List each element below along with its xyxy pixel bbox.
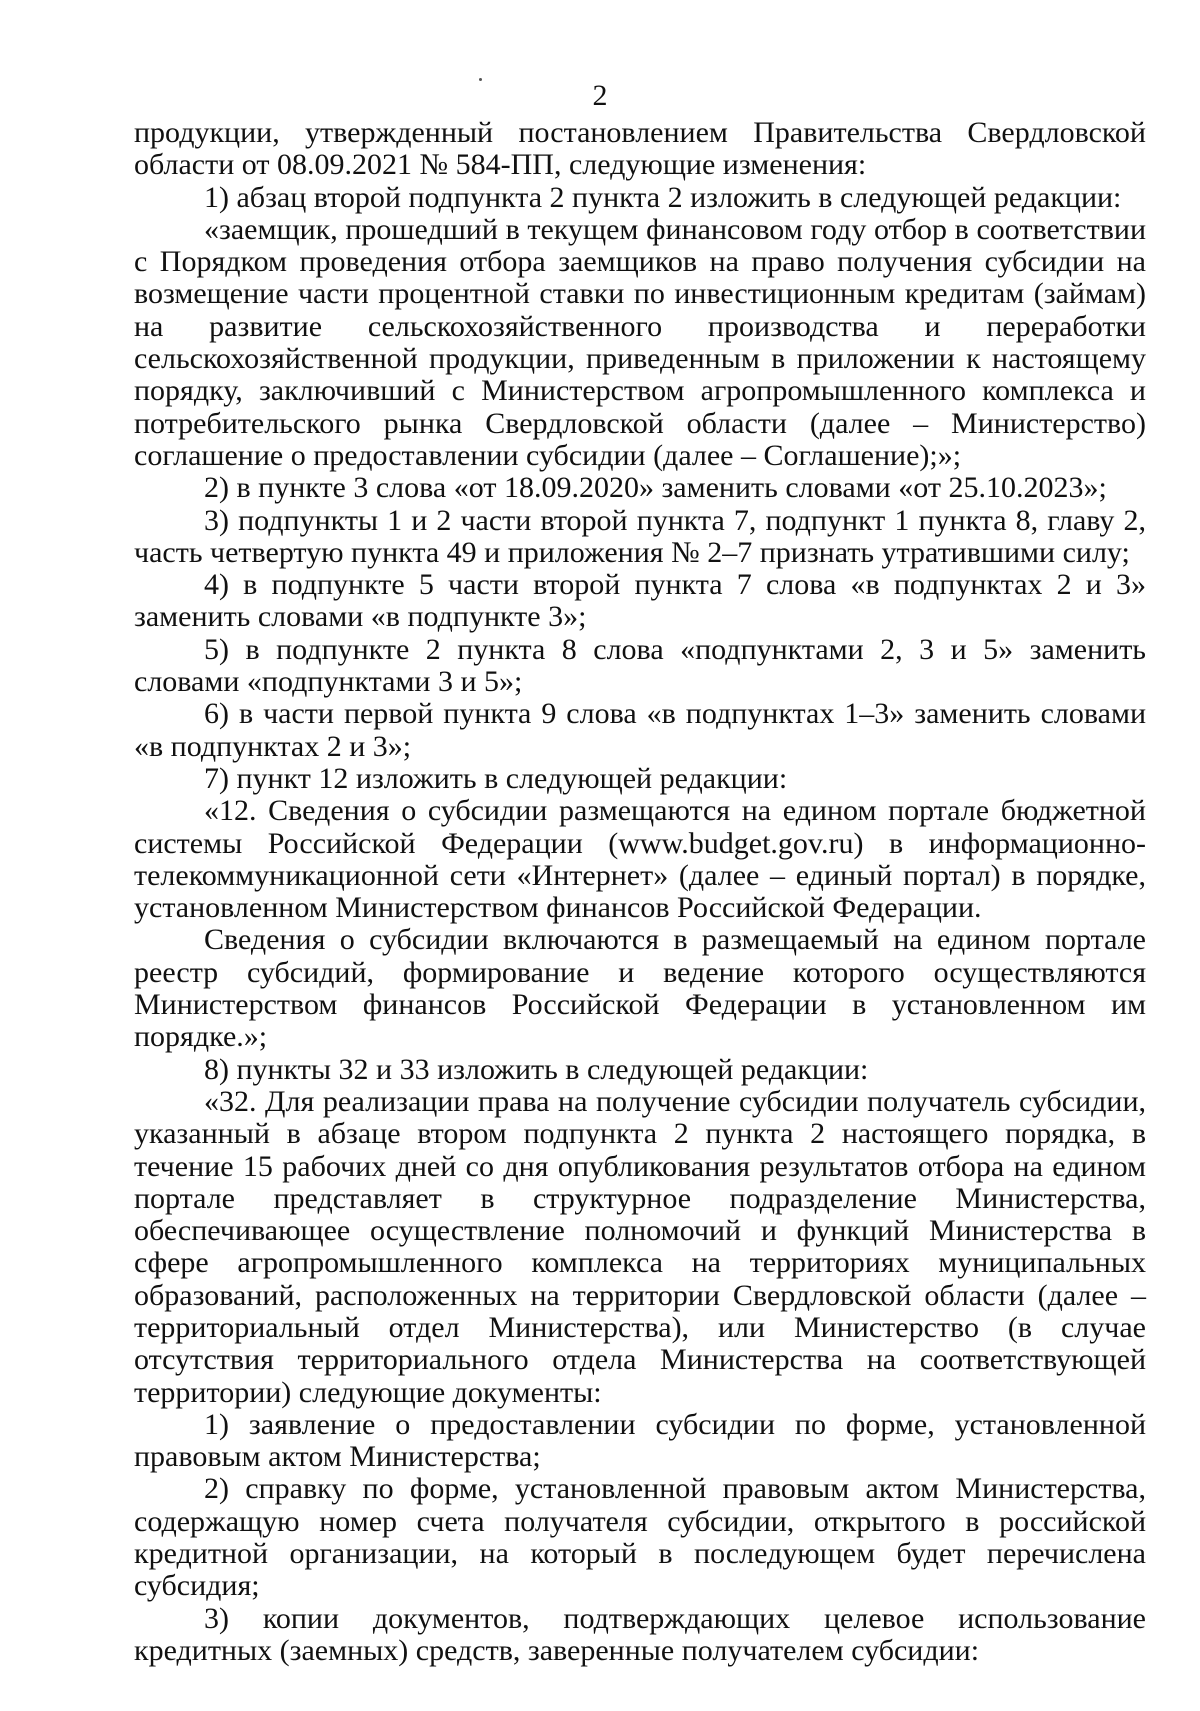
paragraph-item-4: 4) в подпункте 5 части второй пункта 7 слова «в подпунктах 2 и 3» заменить словами «в подпункте 3»; [134,568,1146,634]
paragraph-item-2: 2) в пункте 3 слова «от 18.09.2020» заменить словами «от 25.10.2023»; [204,471,1107,505]
page-number: 2 [592,79,608,112]
paragraph-doc-2: 2) справку по форме, установленной правовым актом Министерства, содержащую номер счета получателя субсидии, открытого в российской кредитной организации, на который в последующем будет перечислена субсидия; [134,1472,1146,1603]
paragraph-point-12-registry: Сведения о субсидии включаются в размещаемый на едином портале реестр субсидий, формирование и ведение которого осуществляются Министерством финансов Российской Федерации в установленном им порядке.»; [134,923,1146,1054]
paragraph-item-1: 1) абзац второй подпункта 2 пункта 2 изложить в следующей редакции: [204,180,1122,214]
paragraph-doc-3: 3) копии документов, подтверждающих целевое использование кредитных (заемных) средств, заверенные получателем субсидии: [134,1601,1146,1667]
paragraph-item-8: 8) пункты 32 и 33 изложить в следующей редакции: [204,1052,869,1086]
paragraph-item-7: 7) пункт 12 изложить в следующей редакции: [204,761,788,795]
paragraph-doc-1: 1) заявление о предоставлении субсидии по форме, установленной правовым актом Министерства; [134,1407,1146,1474]
paragraph-item-6: 6) в части первой пункта 9 слова «в подпунктах 1–3» заменить словами «в подпунктах 2 и 3»; [134,697,1146,763]
paragraph-item-3: 3) подпункты 1 и 2 части второй пункта 7, подпункт 1 пункта 8, главу 2, часть четвертую пункта 49 и приложения № 2–7 признать утратившими силу; [134,503,1146,569]
paragraph-point-12: «12. Сведения о субсидии размещаются на едином портале бюджетной системы Российской Федерации (www.budget.gov.ru) в информационно-телекоммуникационной сети «Интернет» (далее – единый портал) в порядке, установленном Министерством финансов Российской Федерации. [134,794,1146,925]
paragraph-item-5: 5) в подпункте 2 пункта 8 слова «подпунктами 2, 3 и 5» заменить словами «подпунктами 3 и 5»; [134,632,1146,699]
paragraph-intro: продукции, утвержденный постановлением Правительства Свердловской области от 08.09.2021 № 584-ПП, следующие изменения: [134,116,1146,182]
paragraph-point-32: «32. Для реализации права на получение субсидии получатель субсидии, указанный в абзаце втором подпункта 2 пункта 2 настоящего порядка, в течение 15 рабочих дней со дня опубликования результатов отбора на едином портале представляет в структурное подразделение Министерства, обеспечивающее осуществление полномочий и функций Министерства в сфере агропромышленного комплекса на территориях муниципальных образований, расположенных на территории Свердловской области (далее – территориальный отдел Министерства), или Министерство (в случае отсутствия территориального отдела Министерства на соответствующей территории) следующие документы: [134,1084,1146,1409]
paragraph-quote-borrower: «заемщик, прошедший в текущем финансовом году отбор в соответствии с Порядком проведения отбора заемщиков на право получения субсидии на возмещение части процентной ставки по инвестиционным кредитам (займам) на развитие сельскохозяйственного производства и переработки сельскохозяйственной продукции, приведенным в приложении к настоящему порядку, заключивший с Министерством агропромышленного комплекса и потребительского рынка Свердловской области (далее – Министерство) соглашение о предоставлении субсидии (далее – Соглашение);»; [134,212,1146,472]
document-body [134,117,1146,1667]
